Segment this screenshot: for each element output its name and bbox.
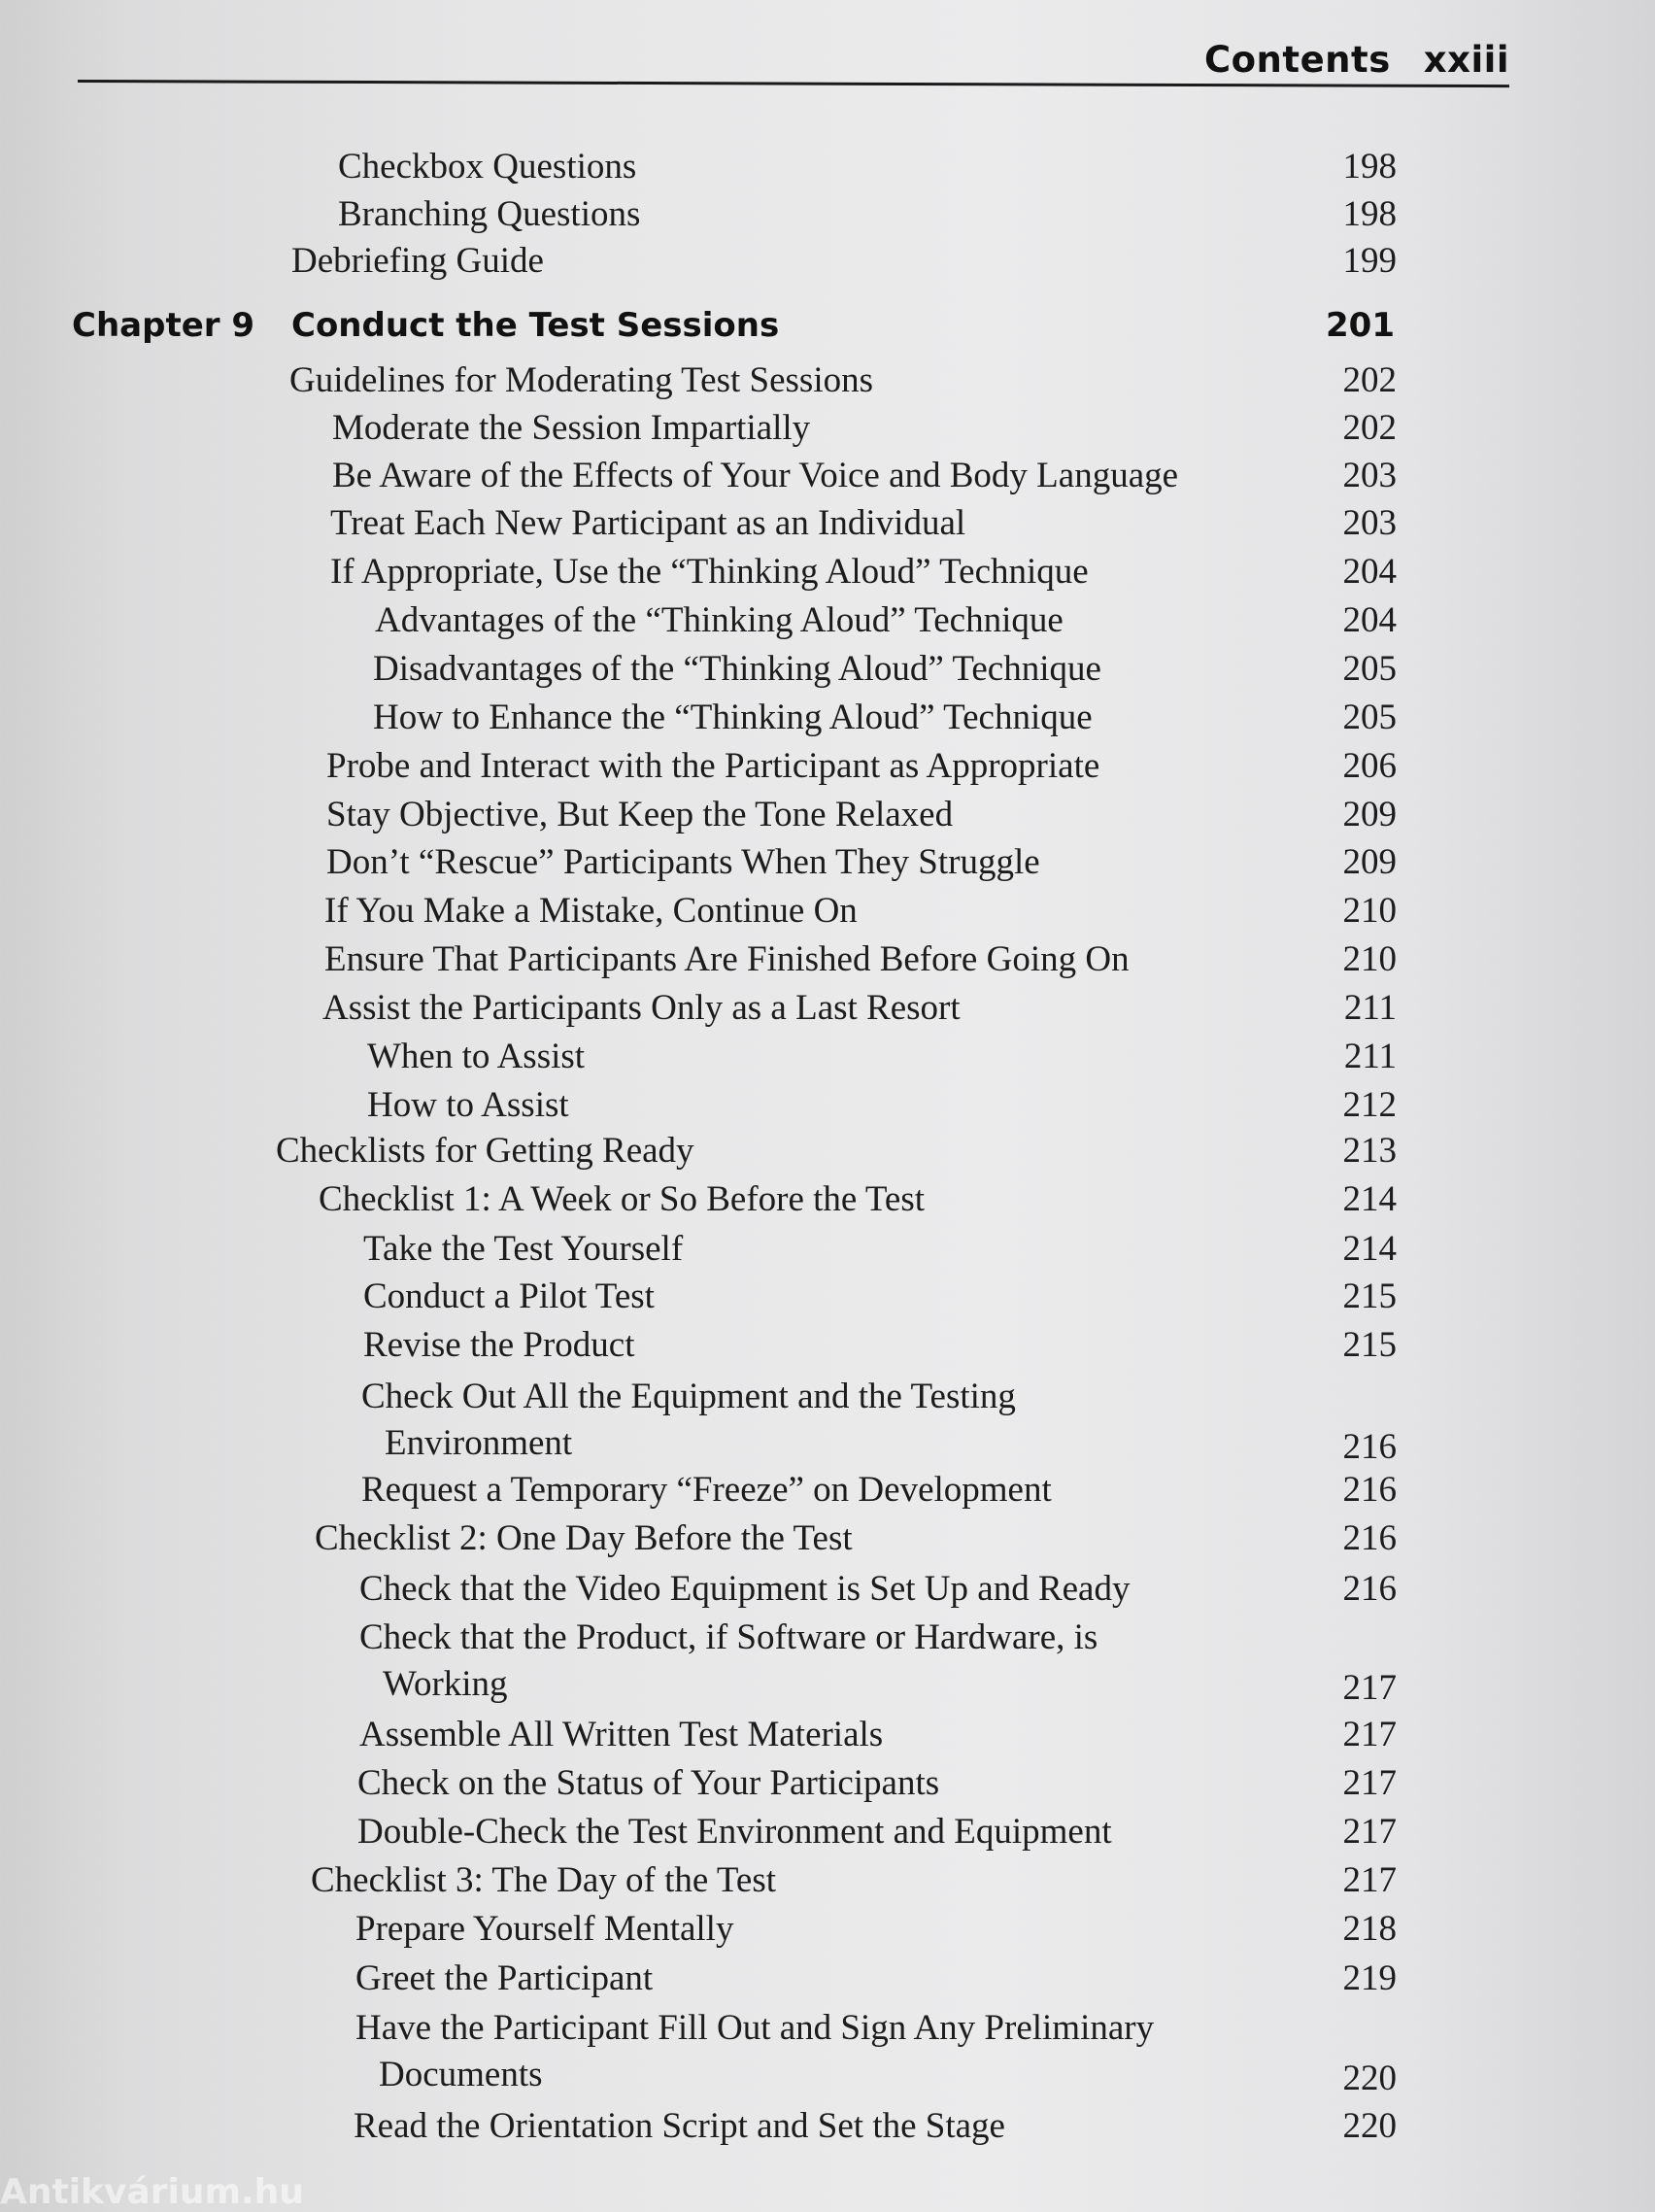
toc-entry-title: Double-Check the Test Environment and Equipment [357,1812,1112,1852]
toc-entry-title: Conduct a Pilot Test [363,1276,655,1316]
toc-entry-page: 215 [1342,1276,1397,1316]
toc-entry-title: Take the Test Yourself [363,1229,684,1269]
toc-entry-page: 209 [1342,795,1397,834]
toc-entry-page: 217 [1342,1668,1397,1708]
toc-entry [0,1324,1655,1369]
toc-entry-title: Ensure That Participants Are Finished Before Going On [324,939,1130,979]
toc-entry-page: 210 [1342,939,1397,979]
toc-entry [0,240,1655,285]
toc-entry-title: If You Make a Mistake, Continue On [324,891,858,931]
header-section: Contents [1203,39,1391,81]
toc-entry-page: 217 [1342,1860,1397,1900]
toc-entry-title: Request a Temporary “Freeze” on Development [361,1470,1052,1510]
toc-entry-title: If Appropriate, Use the “Thinking Aloud” Technique [330,552,1089,592]
toc-entry-title: Disadvantages of the “Thinking Aloud” Technique [373,649,1101,689]
toc-entry-page: 216 [1342,1470,1397,1510]
toc-entry-title: Checklist 1: A Week or So Before the Test [319,1179,926,1219]
toc-entry-page: 203 [1342,503,1397,543]
toc-entry-page: 209 [1342,842,1397,882]
toc-entry [0,841,1655,886]
toc-entry-title: Branching Questions [338,194,641,234]
toc-entry-page: 220 [1342,2106,1397,2146]
toc-entry [0,1036,1655,1080]
toc-entry-page: 202 [1342,408,1397,448]
toc-entry [0,2105,1655,2150]
toc-entry [0,1517,1655,1562]
toc-entry-page: 198 [1342,194,1397,234]
toc-entry [0,407,1655,452]
toc-entry-title: Check Out All the Equipment and the Testing [361,1377,1016,1416]
toc-entry-page: 205 [1342,649,1397,689]
toc-entry-title: Be Aware of the Effects of Your Voice and Body Language [332,456,1179,495]
toc-entry [0,648,1655,693]
toc-entry-title: Revise the Product [363,1325,635,1365]
toc-entry-title-continuation: Working [383,1664,508,1704]
toc-entry-page: 214 [1342,1229,1397,1269]
toc-entry-title: Checklists for Getting Ready [276,1131,694,1171]
toc-entry [0,1908,1655,1953]
toc-entry-page: 206 [1342,746,1397,786]
toc-entry-page: 211 [1343,1037,1397,1076]
toc-entry-page: 214 [1342,1179,1397,1219]
toc-entry-title: Probe and Interact with the Participant as Appropriate [326,746,1100,786]
toc-entry-page: 204 [1342,552,1397,592]
toc-entry-page: 202 [1342,360,1397,400]
chapter-label: Chapter 9 [72,306,255,345]
toc-entry-title: Debriefing Guide [291,241,544,281]
toc-entry-page: 220 [1342,2059,1397,2098]
toc-entry-title: Conduct the Test Sessions [291,306,780,345]
toc-entry [0,599,1655,644]
toc-entry-page: 216 [1342,1518,1397,1558]
toc-entry [0,987,1655,1032]
toc-entry-title-continuation: Documents [379,2055,543,2094]
toc-entry [0,1714,1655,1758]
toc-entry-title: Moderate the Session Impartially [332,408,811,448]
toc-entry [0,745,1655,790]
toc-entry-page: 215 [1342,1325,1397,1365]
toc-entry-title: Guidelines for Moderating Test Sessions [289,360,873,400]
toc-entry-page: 217 [1342,1763,1397,1803]
toc-entry [0,794,1655,838]
toc-entry-title: How to Enhance the “Thinking Aloud” Technique [373,698,1093,737]
toc-entry [0,502,1655,547]
toc-entry-page: 217 [1342,1715,1397,1754]
toc-entry-page: 218 [1342,1909,1397,1949]
toc-entry [0,890,1655,935]
toc-entry-title: Don’t “Rescue” Participants When They Struggle [326,842,1040,882]
toc-entry-page: 213 [1342,1131,1397,1171]
toc-entry [0,1178,1655,1223]
toc-entry [0,1762,1655,1807]
toc-entry-page: 203 [1342,456,1397,495]
toc-entry-title: Assemble All Written Test Materials [359,1715,884,1754]
toc-entry [0,1568,1655,1613]
toc-entry [0,1811,1655,1855]
toc-entry-title: Advantages of the “Thinking Aloud” Technique [375,600,1064,640]
toc-entry [0,359,1655,404]
toc-entry-page: 210 [1342,891,1397,931]
toc-entry-page: 216 [1342,1569,1397,1609]
toc-entry-title: Check on the Status of Your Participants [357,1763,940,1803]
chapter-heading [0,306,1655,351]
toc-entry [0,146,1655,190]
toc-entry [0,193,1655,238]
toc-entry [0,1957,1655,2002]
toc-entry [0,551,1655,596]
toc-entry-page: 204 [1342,600,1397,640]
toc-entry-title: Checkbox Questions [338,147,637,187]
toc-entry-page: 199 [1342,241,1397,281]
toc-entry-title: Greet the Participant [355,1958,654,1998]
toc-entry-page: 211 [1343,988,1397,1028]
toc-entry [0,697,1655,741]
toc-entry [0,938,1655,983]
toc-entry [0,1084,1655,1129]
toc-entry [0,1859,1655,1904]
toc-entry-page: 217 [1342,1812,1397,1852]
toc-entry-title: When to Assist [367,1037,586,1076]
toc-entry-title: Have the Participant Fill Out and Sign Any Preliminary [355,2008,1155,2048]
toc-entry-title: Checklist 3: The Day of the Test [311,1860,777,1900]
toc-entry [0,1130,1655,1174]
toc-entry-page: 201 [1326,306,1395,345]
toc-entry-page: 205 [1342,698,1397,737]
toc-entry-page: 198 [1342,147,1397,187]
toc-entry [0,1228,1655,1273]
header-page-number: xxiii [1423,39,1509,81]
toc-entry-page: 212 [1342,1085,1397,1125]
toc-entry-page: 216 [1342,1427,1397,1467]
toc-entry-title: How to Assist [367,1085,569,1125]
watermark: Antikvárium.hu [0,2172,304,2212]
toc-entry-title: Assist the Participants Only as a Last Resort [322,988,961,1028]
toc-entry-title: Read the Orientation Script and Set the Stage [354,2106,1005,2146]
toc-entry-title: Check that the Video Equipment is Set Up and Ready [359,1569,1131,1609]
toc-entry-title-continuation: Environment [385,1423,573,1463]
toc-entry-page: 219 [1342,1958,1397,1998]
toc-entry-title: Treat Each New Participant as an Individual [330,503,966,543]
toc-entry [0,1469,1655,1514]
toc-entry [0,455,1655,499]
toc-entry-title: Check that the Product, if Software or Hardware, is [359,1617,1098,1657]
toc-entry-title: Prepare Yourself Mentally [355,1909,734,1949]
toc-entry [0,1276,1655,1320]
toc-entry-title: Checklist 2: One Day Before the Test [315,1518,853,1558]
toc-entry-title: Stay Objective, But Keep the Tone Relaxed [326,795,954,834]
